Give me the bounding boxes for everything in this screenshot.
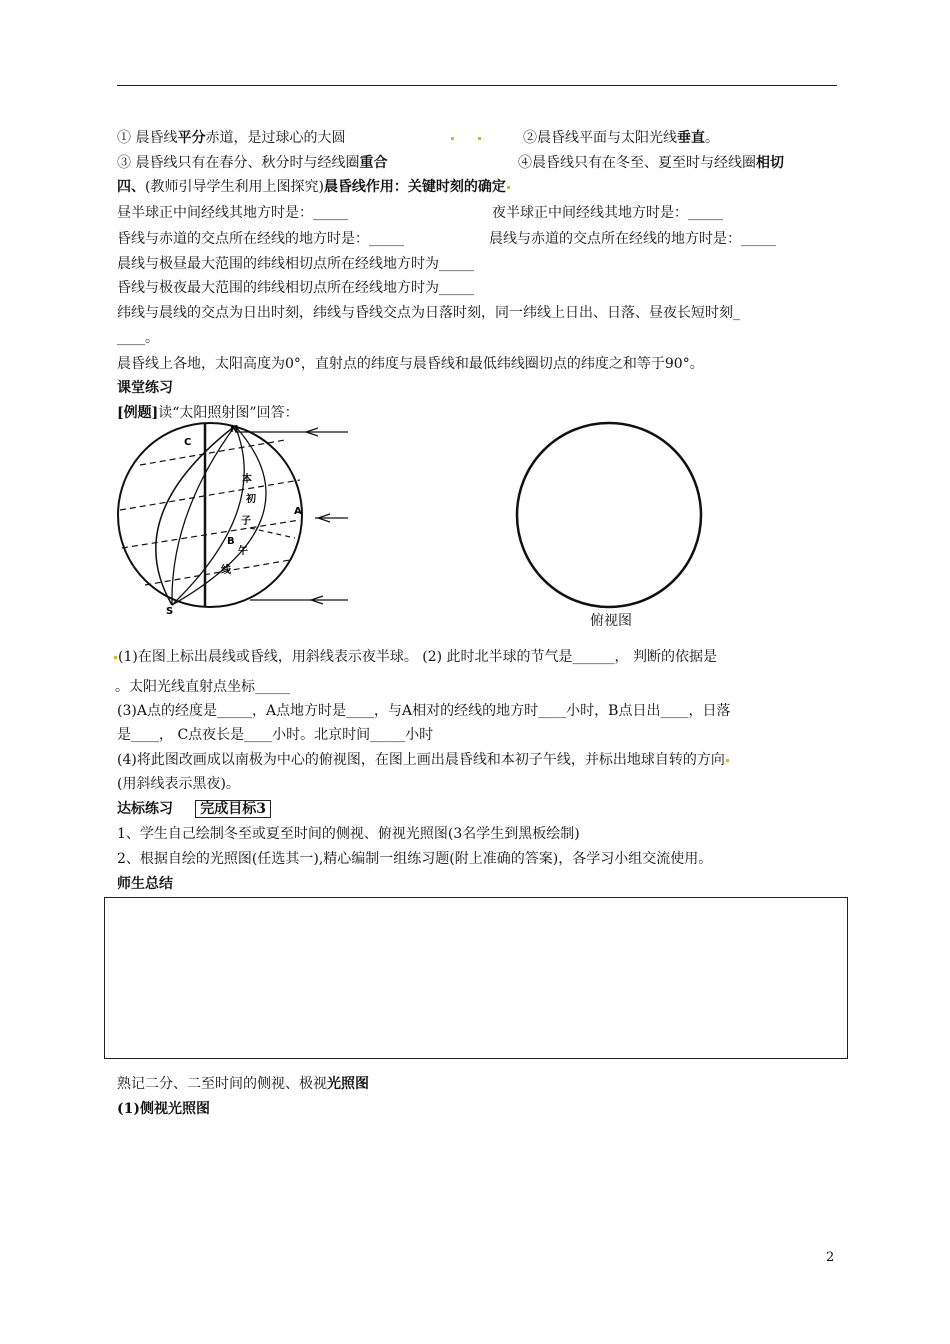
label-chu: 初 [246,494,256,505]
q-day-center: 昼半球正中间经线其地方时是：_____ [117,205,348,221]
standard-item-1: 1、学生自己绘制冬至或夏至时间的侧视、俯视光照图(3名学生到黑板绘制) [117,826,580,842]
summary-line-1: 熟记二分、二至时间的侧视、极视光照图 [117,1076,369,1092]
q-sun-altitude: 晨昏线上各地，太阳高度为0°，直射点的纬度与晨昏线和最低纬线圈切点的纬度之和等于90°。 [117,356,704,372]
marker-dots [450,129,482,147]
label-xian: 线 [221,565,231,576]
point-3: ③ 晨昏线只有在春分、秋分时与经线圈重合 [117,155,388,171]
point-2: ②晨昏线平面与太阳光线垂直。 [523,130,719,146]
practice-heading: 课堂练习 [117,380,173,396]
q-night-center: 夜半球正中间经线其地方时是：_____ [492,205,723,221]
question-4-cont: (用斜线表示黑夜)。 [117,776,240,792]
label-wu: 午 [238,546,248,557]
label-N: N [230,424,239,435]
question-3: (3)A点的经度是_____，A点地方时是____，与A相对的经线的地方时____小时，B点日出____，日落 [117,703,731,719]
question-2-cont: 。太阳光线直射点坐标_____ [115,679,290,695]
label-A: A [294,506,302,517]
point-1: ① 晨昏线平分赤道，是过球心的大圆 [117,130,346,146]
standard-heading-line: 达标练习 完成目标3 [117,800,271,818]
top-view-caption: 俯视图 [590,613,632,629]
point-4: ④晨昏线只有在冬至、夏至时与经线圈相切 [518,155,784,171]
q-sunrise-sunset-cont: ____。 [117,330,159,346]
label-C: C [184,437,192,448]
q-polar-night: 昏线与极夜最大范围的纬线相切点所在经线地方时为_____ [117,280,474,296]
example-line: [例题]读“太阳照射图”回答： [117,405,299,421]
label-B: B [227,536,235,547]
sun-illumination-diagram [110,420,360,620]
section-4-heading: 四、(教师引导学生利用上图探究)晨昏线作用：关键时刻的确定 [117,178,511,196]
q-polar-day: 晨线与极昼最大范围的纬线相切点所在经线地方时为_____ [117,256,474,272]
summary-box[interactable] [104,897,848,1059]
q-dusk-equator: 昏线与赤道的交点所在经线的地方时是：_____ [117,231,404,247]
top-view-circle[interactable] [510,420,710,615]
q-dawn-equator: 晨线与赤道的交点所在经线的地方时是：_____ [489,231,776,247]
header-rule [117,85,837,86]
q-sunrise-sunset: 纬线与晨线的交点为日出时刻，纬线与昏线交点为日落时刻，同一纬线上日出、日落、昼夜长短时刻_ [117,305,740,321]
question-1-2: (1)在图上标出晨线或昏线，用斜线表示夜半球。 (2) 此时北半球的节气是______， 判断的依据是 [113,648,717,666]
label-ben: 本 [242,474,252,485]
standard-item-2: 2、根据自绘的光照图(任选其一),精心编制一组练习题(附上准确的答案)，各学习小组交流使用。 [117,851,713,867]
summary-line-2: (1)侧视光照图 [117,1101,210,1117]
label-S: S [166,606,174,617]
target-box: 完成目标3 [195,800,271,818]
question-4: (4)将此图改画成以南极为中心的俯视图，在图上画出晨昏线和本初子午线，并标出地球自转的方向 [117,751,730,769]
question-3-cont: 是____， C点夜长是____小时。北京时间_____小时 [117,727,434,743]
page-number: 2 [826,1250,835,1265]
label-zi: 子 [241,516,251,527]
summary-heading: 师生总结 [117,876,173,892]
